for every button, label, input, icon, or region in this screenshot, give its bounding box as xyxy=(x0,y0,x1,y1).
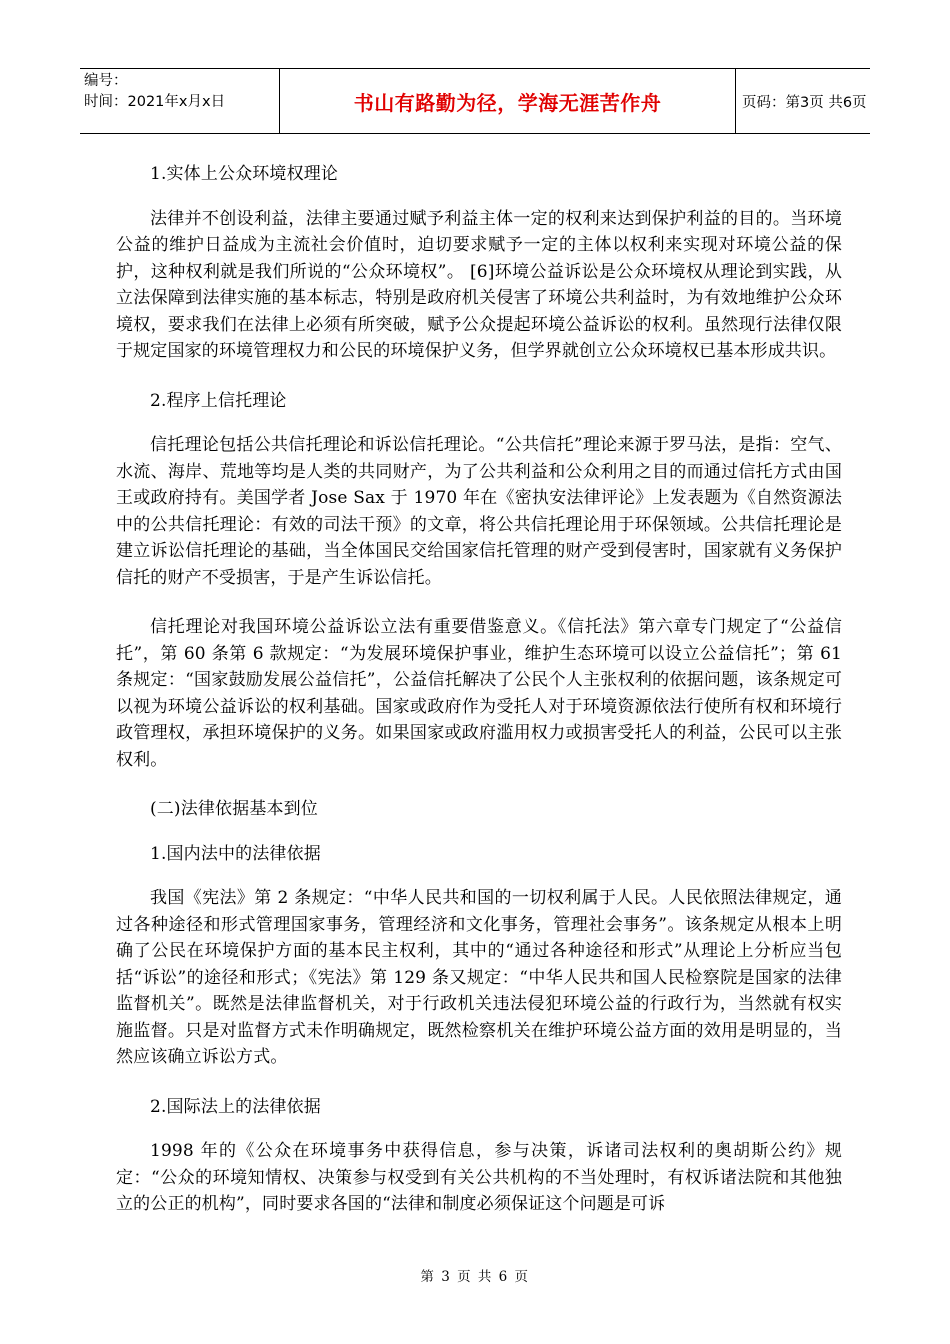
header-meta-cell xyxy=(80,69,280,133)
paragraph-trust-law: 信托理论对我国环境公益诉讼立法有重要借鉴意义。《信托法》第六章专门规定了“公益信托”，第 60 条第 6 款规定：“为发展环境保护事业，维护生态环境可以设立公益信托”；第 61 条规定：“国家鼓励发展公益信托”，公益信托解决了公民个人主张权利的依据问题，该条规定可以视为环境公益诉讼的权利基础。国家或政府作为受托人对于环境资源依法行使所有权和环境行政管理权，承担环境保护的义务。如果国家或政府滥用权力或损害受托人的利益，公民可以主张权利。 xyxy=(116,617,842,770)
section-heading-trust-theory: 2.程序上信托理论 xyxy=(150,390,287,411)
paragraph-constitution: 我国《宪法》第 2 条规定：“中华人民共和国的一切权利属于人民。人民依照法律规定，通过各种途径和形式管理国家事务，管理经济和文化事务，管理社会事务”。该条规定从根本上明确了公民在环境保护方面的基本民主权利，其中的“通过各种途径和形式”从理论上分析应当包括“诉讼”的途径和形式；《宪法》第 129 条又规定：“中华人民共和国人民检察院是国家的法律监督机关”。既然是法律监督机关，对于行政机关违法侵犯环境公益的行政行为，当然就有权实施监督。只是对监督方式未作明确规定，既然检察机关在维护环境公益方面的效用是明显的，当然应该确立诉讼方式。 xyxy=(116,888,842,1067)
document-body xyxy=(116,161,842,1218)
section-heading-legal-basis: (二)法律依据基本到位 xyxy=(150,799,318,819)
section-heading-substantive-environmental-right: 1.实体上公众环境权理论 xyxy=(150,164,339,184)
header-motto: 书山有路勤为径，学海无涯苦作舟 xyxy=(280,69,736,133)
page-footer-number: 第 3 页 共 6 页 xyxy=(420,1269,530,1285)
page-header xyxy=(80,68,870,134)
header-page-code: 页码：第3页 共6页 xyxy=(742,94,867,111)
section-heading-domestic-law: 1.国内法中的法律依据 xyxy=(150,843,321,864)
paragraph-public-trust: 信托理论包括公共信托理论和诉讼信托理论。“公共信托”理论来源于罗马法，是指：空气、水流、海岸、荒地等均是人类的共同财产，为了公共利益和公众利用之目的而通过信托方式由国王或政府持有。美国学者 Jose Sax 于 1970 年在《密执安法律评论》上发表题为《自然资源法中的公共信托理论：有效的司法干预》的文章，将公共信托理论用于环保领域。公共信托理论是建立诉讼信托理论的基础，当全体国民交给国家信托管理的财产受到侵害时，国家就有义务保护信托的财产不受损害，于是产生诉讼信托。 xyxy=(116,435,842,588)
section-heading-international-law: 2.国际法上的法律依据 xyxy=(150,1096,321,1117)
paragraph-environmental-right: 法律并不创设利益，法律主要通过赋予利益主体一定的权利来达到保护利益的目的。当环境公益的维护日益成为主流社会价值时，迫切要求赋予一定的主体以权利来实现对环境公益的保护，这种权利就是我们所说的“公众环境权”。 [6]环境公益诉讼是公众环境权从理论到实践，从立法保障到法律实施的基本标志，特别是政府机关侵害了环境公共利益时，为有效地维护公众环境权，要求我们在法律上必须有所突破，赋予公众提起环境公益诉讼的权利。虽然现行法律仅限于规定国家的环境管理权力和公民的环境保护义务，但学界就创立公众环境权已基本形成共识。 xyxy=(116,208,842,361)
paragraph-aarhus-convention: 1998 年的《公众在环境事务中获得信息，参与决策，诉诸司法权利的奥胡斯公约》规定：“公众的环境知情权、决策参与权受到有关公共机构的不当处理时，有权诉诸法院和其他独立的公正的机构”，同时要求各国的“法律和制度必须保证这个问题是可诉 xyxy=(116,1141,842,1214)
document-number-label: 编号： xyxy=(84,73,128,89)
document-time-label: 时间：2021年x月x日 xyxy=(84,94,226,110)
